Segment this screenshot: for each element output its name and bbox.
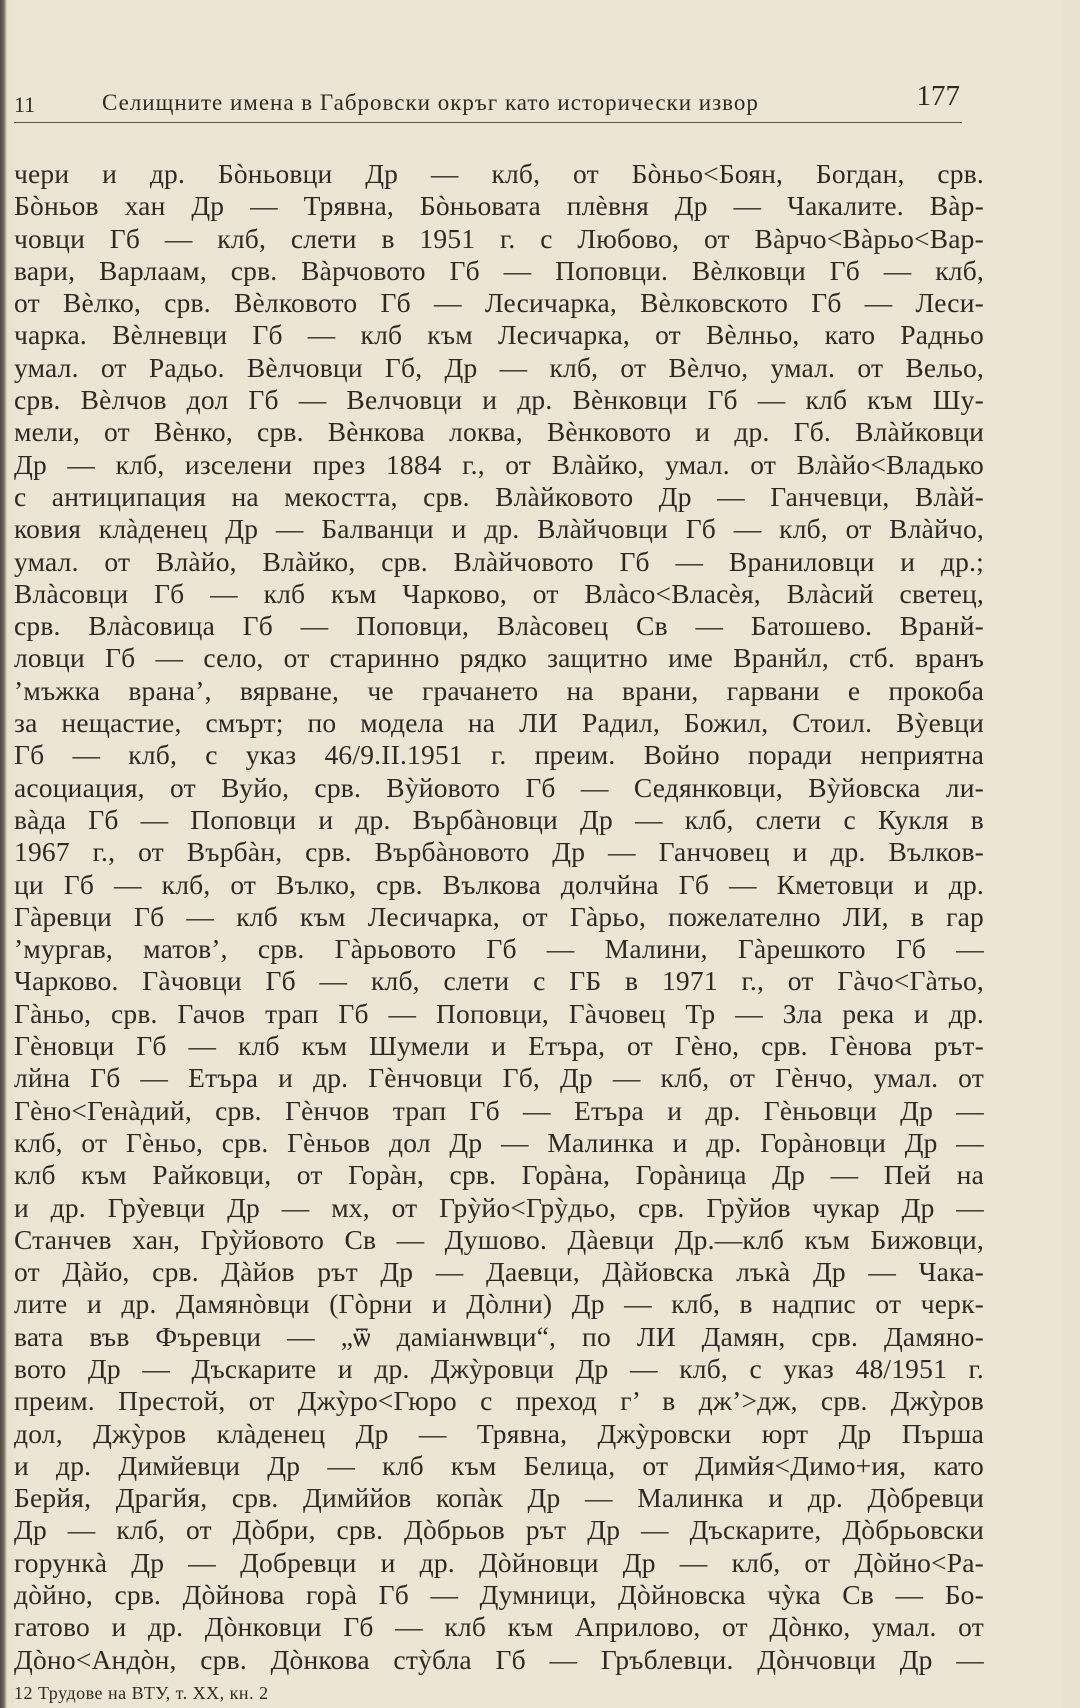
text-line: срв. Влàсовица Гб — Поповци, Влàсовец Св — Батошево. Вранй-: [14, 610, 984, 642]
text-line: Гèновци Гб — клб към Шумели и Етъра, от Гèно, срв. Гèнова рът-: [14, 1030, 984, 1062]
text-line: вàда Гб — Поповци и др. Върбàновци Др — клб, слети с Кукля в: [14, 803, 984, 835]
text-line: чери и др. Бòньовци Др — клб, от Бòньо<Боян, Богдан, срв.: [14, 158, 984, 189]
text-line: лите и др. Дамянòвци (Гòрни и Дòлни) Др — клб, в надпис от черк-: [14, 1288, 984, 1320]
text-line: клб към Райковци, от Горàн, срв. Горàна, Горàница Др — Пей на: [14, 1159, 984, 1191]
text-line: ’мургав, матов’, срв. Гàрьовото Гб — Малини, Гàрешкото Гб —: [14, 933, 984, 965]
text-line: за нещастие, смърт; по модела на ЛИ Радил, Божил, Стоил. Вỳевци: [14, 707, 984, 739]
text-line: ловци Гб — село, от старинно рядко защитно име Вранйл, стб. вранъ: [14, 642, 984, 674]
text-line: дол, Джỳров клàденец Др — Трявна, Джỳровски юрт Др Пърша: [14, 1417, 984, 1449]
text-line: Берйя, Драгйя, срв. Димййов копàк Др — Малинка и др. Дòбревци: [14, 1482, 984, 1514]
text-line: Дòно<Андòн, срв. Дòнкова стỳбла Гб — Гръблевци. Дòнчовци Др —: [14, 1643, 984, 1675]
text-line: Влàсовци Гб — клб към Чарково, от Влàсо<Власèя, Влàсий светец,: [14, 577, 984, 609]
text-line: чарка. Вèлневци Гб — клб към Лесичарка, от Вèлньо, като Радньо: [14, 319, 984, 351]
text-line: ковия клàденец Др — Балванци и др. Влàйчовци Гб — клб, от Влàйчо,: [14, 513, 984, 545]
running-header: [14, 78, 962, 123]
text-line: Чарково. Гàчовци Гб — клб, слети с ГБ в 1971 г., от Гàчо<Гàтьо,: [14, 965, 984, 997]
body-text: [14, 158, 984, 1676]
text-line: вата във Фъревци — „ѿ даміанѡвци“, по ЛИ Дамян, срв. Дамяно-: [14, 1320, 984, 1352]
text-line: асоциация, от Вуйо, срв. Вỳйовото Гб — Седянковци, Вỳйовска ли-: [14, 771, 984, 803]
text-line: гатово и др. Дòнковци Гб — клб към Априлово, от Дòнко, умал. от: [14, 1611, 984, 1643]
text-line: и др. Грỳевци Др — мх, от Грỳйо<Грỳдьо, срв. Грỳйов чукар Др —: [14, 1191, 984, 1223]
text-line: Гèно<Генàдий, срв. Гèнчов трап Гб — Етъра и др. Гèньовци Др —: [14, 1094, 984, 1126]
text-line: преим. Престой, от Джỳро<Гюро с преход г’ в дж’>дж, срв. Джỳров: [14, 1385, 984, 1417]
text-line: клб, от Гèньо, срв. Гèньов дол Др — Малинка и др. Горàновци Др —: [14, 1126, 984, 1158]
text-line: с антиципация на мекостта, срв. Влàйковото Др — Ганчевци, Влàй-: [14, 480, 984, 512]
text-line: Гàревци Гб — клб към Лесичарка, от Гàрьо, пожелателно ЛИ, в гар: [14, 900, 984, 932]
text-line: от Дàйо, срв. Дàйов рът Др — Даевци, Дàйовска лъкà Др — Чака-: [14, 1256, 984, 1288]
text-line: мели, от Вèнко, срв. Вèнкова локва, Вèнковото и др. Гб. Влàйковци: [14, 416, 984, 448]
text-line: умал. от Радьо. Вèлчовци Гб, Др — клб, от Вèлчо, умал. от Вельо,: [14, 351, 984, 383]
text-line: срв. Вèлчов дол Гб — Велчовци и др. Вèнковци Гб — клб към Шу-: [14, 384, 984, 416]
text-line: Гàньо, срв. Гачов трап Гб — Поповци, Гàчовец Тр — Зла река и др.: [14, 997, 984, 1029]
text-line: 1967 г., от Върбàн, срв. Върбàновото Др — Ганчовец и др. Вълков-: [14, 836, 984, 868]
text-line: Др — клб, от Дòбри, срв. Дòбрьов рът Др — Дъскарите, Дòбрьовски: [14, 1514, 984, 1546]
left-page-number: 11: [14, 92, 36, 117]
text-line: ’мъжка врана’, вярване, че грачането на врани, гарвани е прокоба: [14, 674, 984, 706]
book-spine-shadow: [0, 0, 7, 1708]
text-line: лйна Гб — Етъра и др. Гèнчовци Гб, Др — клб, от Гèнчо, умал. от: [14, 1062, 984, 1094]
running-title: Селищните имена в Габровски окръг като исторически извор: [102, 90, 759, 115]
text-line: умал. от Влàйо, Влàйко, срв. Влàйчовото Гб — Враниловци и др.;: [14, 545, 984, 577]
text-line: Бòньов хан Др — Трявна, Бòньовата плèвня Др — Чакалите. Вàр-: [14, 190, 984, 222]
text-line: вото Др — Дъскарите и др. Джỳровци Др — клб, с указ 48/1951 г.: [14, 1352, 984, 1384]
text-line: горункà Др — Добревци и др. Дòйновци Др — клб, от Дòйно<Ра-: [14, 1546, 984, 1578]
text-line: дòйно, срв. Дòйнова горà Гб — Думници, Дòйновска чỳка Св — Бо-: [14, 1579, 984, 1611]
text-line: Др — клб, изселени през 1884 г., от Влàйко, умал. от Влàйо<Владько: [14, 448, 984, 480]
text-line: човци Гб — клб, слети в 1951 г. с Любово, от Вàрчо<Вàрьо<Вар-: [14, 222, 984, 254]
text-line: Станчев хан, Грỳйовото Св — Душово. Дàевци Др.—клб към Бижовци,: [14, 1223, 984, 1255]
text-line: вари, Варлаам, срв. Вàрчовото Гб — Поповци. Вèлковци Гб — клб,: [14, 254, 984, 286]
footer-signature: 12 Трудове на ВТУ, т. XX, кн. 2: [14, 1683, 269, 1703]
text-line: от Вèлко, срв. Вèлковото Гб — Лесичарка, Вèлковското Гб — Леси-: [14, 287, 984, 319]
page-number: 177: [916, 80, 960, 112]
text-line: ци Гб — клб, от Вълко, срв. Вълкова долчйна Гб — Кметовци и др.: [14, 868, 984, 900]
text-line: и др. Димйевци Др — клб към Белица, от Димйя<Димо+ия, като: [14, 1449, 984, 1481]
text-line: Гб — клб, с указ 46/9.II.1951 г. преим. Войно поради неприятна: [14, 739, 984, 771]
